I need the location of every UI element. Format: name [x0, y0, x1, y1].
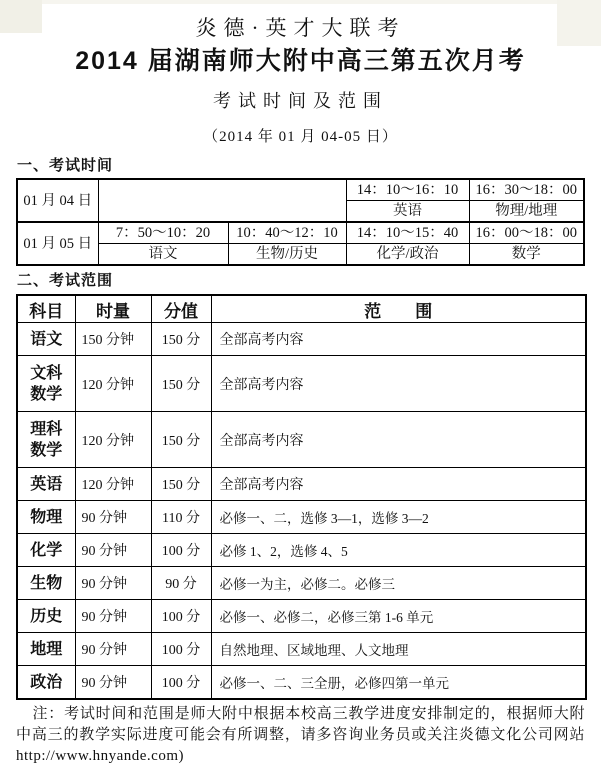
subject-cell: 化学 [17, 534, 75, 567]
duration-cell: 90 分钟 [75, 501, 151, 534]
score-cell: 150 分 [151, 323, 211, 356]
subject-cell: 语文 [17, 323, 75, 356]
subject-cell: 政治 [17, 666, 75, 700]
range-cell: 全部高考内容 [211, 412, 586, 468]
table-row [17, 666, 586, 700]
table-row [17, 323, 586, 356]
time-cell: 16：30～18：00 [469, 179, 584, 201]
score-cell: 150 分 [151, 412, 211, 468]
subject-cell: 化学/政治 [346, 244, 469, 266]
column-header-subject: 科目 [17, 295, 75, 323]
schedule-row-day2-times [17, 222, 584, 244]
time-cell: 14：10～15：40 [346, 222, 469, 244]
schedule-section-heading: 一、考试时间 [17, 157, 114, 174]
table-row [17, 501, 586, 534]
exam-schedule-table [16, 178, 585, 266]
table-row [17, 567, 586, 600]
range-cell: 必修一为主，必修二。必修三 [211, 567, 586, 600]
brand-title: 炎德·英才大联考 [195, 16, 406, 40]
duration-cell: 120 分钟 [75, 412, 151, 468]
time-cell: 10：40～12：10 [228, 222, 346, 244]
score-cell: 90 分 [151, 567, 211, 600]
subject-cell: 生物/历史 [228, 244, 346, 266]
subject-cell: 理科数学 [17, 412, 75, 468]
scope-section-heading: 二、考试范围 [17, 272, 114, 289]
exam-title: 2014 届湖南师大附中高三第五次月考 [75, 47, 526, 75]
subject-cell: 数学 [469, 244, 584, 266]
duration-cell: 90 分钟 [75, 567, 151, 600]
subject-cell: 历史 [17, 600, 75, 633]
time-cell: 14：10～16：10 [346, 179, 469, 201]
time-cell: 7：50～10：20 [98, 222, 228, 244]
table-row [17, 633, 586, 666]
table-row [17, 412, 586, 468]
subject-cell: 物理/地理 [469, 201, 584, 223]
range-cell: 必修 1、2，选修 4、5 [211, 534, 586, 567]
score-cell: 100 分 [151, 534, 211, 567]
document-header [0, 0, 601, 148]
table-row [17, 534, 586, 567]
footnote: 注：考试时间和范围是师大附中根据本校高三教学进度安排制定的，根据师大附中高三的教学实际进度可能会有所调整，请多咨询业务员或关注炎德文化公司网站 http://www.hnyande.com) [16, 706, 585, 764]
score-cell: 100 分 [151, 600, 211, 633]
date-range: （2014 年 01 月 04-05 日） [203, 129, 398, 145]
score-cell: 150 分 [151, 356, 211, 412]
range-cell: 全部高考内容 [211, 323, 586, 356]
range-cell: 全部高考内容 [211, 356, 586, 412]
table-row [17, 468, 586, 501]
duration-cell: 90 分钟 [75, 534, 151, 567]
score-cell: 100 分 [151, 666, 211, 700]
range-cell: 自然地理、区域地理、人文地理 [211, 633, 586, 666]
date-cell-day2: 01 月 05 日 [17, 222, 98, 265]
subject-cell: 英语 [17, 468, 75, 501]
schedule-row-day2-subjects [17, 244, 584, 266]
subtitle: 考试时间及范围 [213, 91, 388, 111]
column-header-duration: 时量 [75, 295, 151, 323]
column-header-range: 范 围 [211, 295, 586, 323]
score-cell: 110 分 [151, 501, 211, 534]
duration-cell: 90 分钟 [75, 600, 151, 633]
range-cell: 必修一、二、三全册，必修四第一单元 [211, 666, 586, 700]
schedule-row-day1-times [17, 179, 584, 201]
subject-cell: 生物 [17, 567, 75, 600]
duration-cell: 120 分钟 [75, 468, 151, 501]
score-cell: 150 分 [151, 468, 211, 501]
range-cell: 必修一、必修二，必修三第 1-6 单元 [211, 600, 586, 633]
scope-header-row [17, 295, 586, 323]
duration-cell: 150 分钟 [75, 323, 151, 356]
range-cell: 必修一、二，选修 3—1，选修 3—2 [211, 501, 586, 534]
duration-cell: 90 分钟 [75, 666, 151, 700]
subject-cell: 物理 [17, 501, 75, 534]
subject-cell: 文科数学 [17, 356, 75, 412]
table-row [17, 600, 586, 633]
subject-cell: 英语 [346, 201, 469, 223]
range-cell: 全部高考内容 [211, 468, 586, 501]
exam-scope-table [16, 294, 587, 700]
subject-cell: 语文 [98, 244, 228, 266]
column-header-score: 分值 [151, 295, 211, 323]
duration-cell: 120 分钟 [75, 356, 151, 412]
score-cell: 100 分 [151, 633, 211, 666]
table-row [17, 356, 586, 412]
subject-cell: 地理 [17, 633, 75, 666]
duration-cell: 90 分钟 [75, 633, 151, 666]
time-cell: 16：00～18：00 [469, 222, 584, 244]
date-cell-day1: 01 月 04 日 [17, 179, 98, 222]
empty-cell [98, 179, 346, 222]
